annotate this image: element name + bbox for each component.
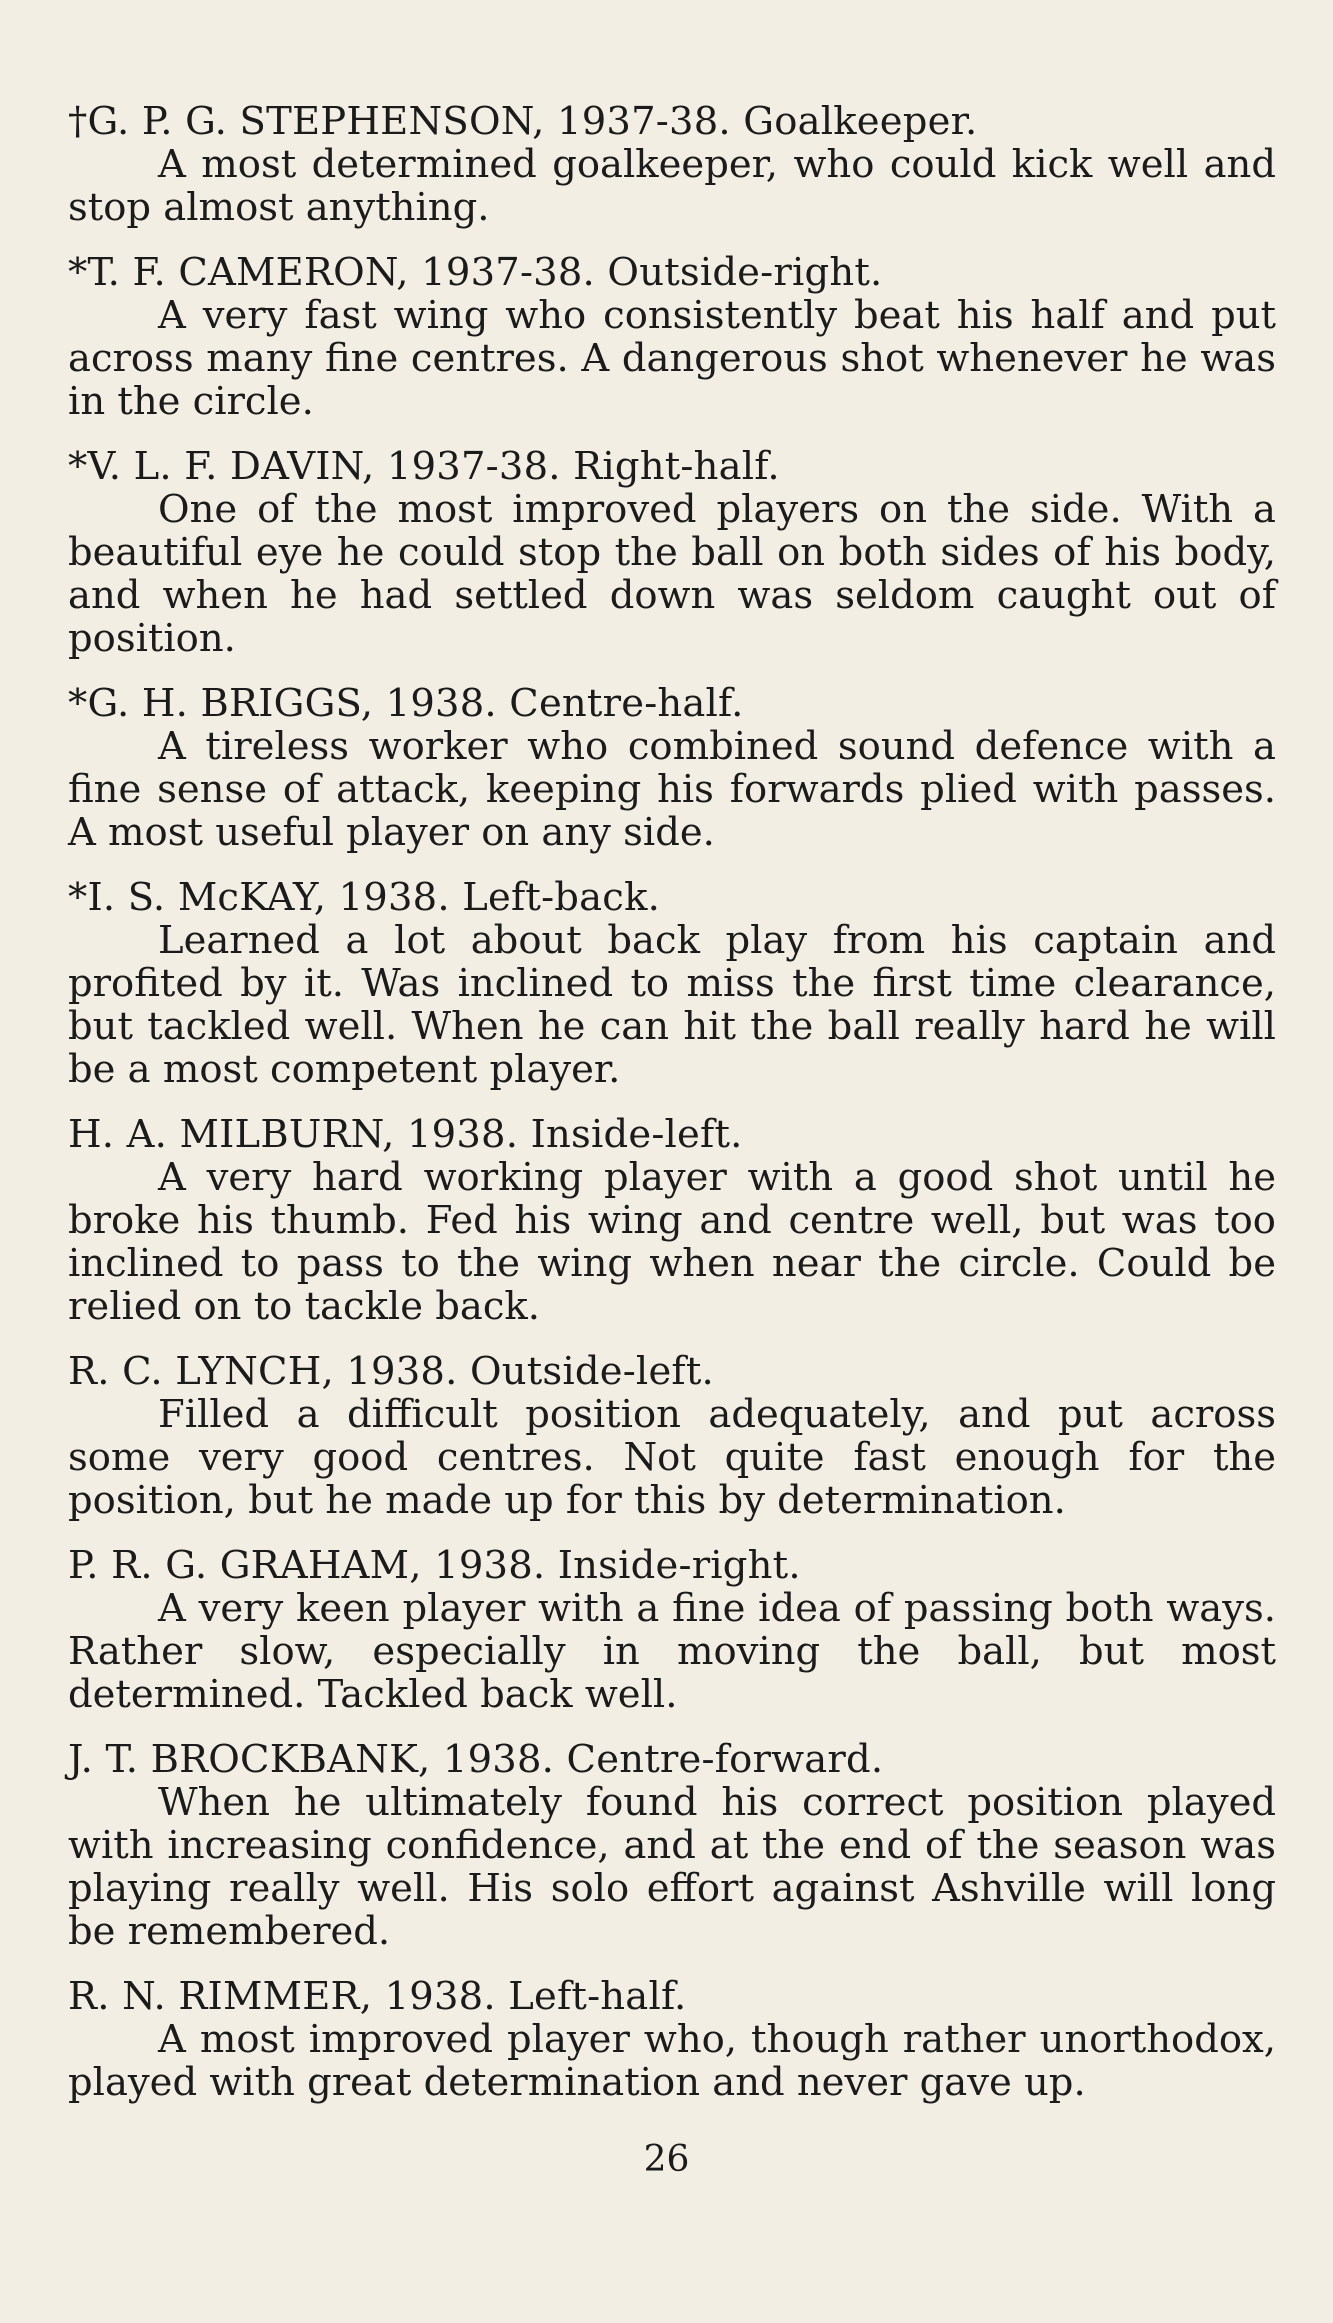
player-entry-mckay [68, 876, 1276, 1091]
player-entry-davin [68, 445, 1276, 660]
player-description: A most improved player who, though rather unorthodox, played with great determination and never gave up. [68, 2017, 1276, 2105]
player-heading: R. N. RIMMER, 1938. Left-half. [68, 1974, 687, 2019]
player-heading: *V. L. F. DAVIN, 1937-38. Right-half. [68, 444, 780, 489]
player-reviews [68, 100, 1276, 2126]
player-description: Learned a lot about back play from his captain and profited by it. Was inclined to miss the first time clearance, but tackled well. When he can hit the ball really hard he will be a most competent player. [68, 918, 1276, 1092]
player-entry-brockbank [68, 1738, 1276, 1953]
player-heading: R. C. LYNCH, 1938. Outside-left. [68, 1349, 714, 1394]
page-number: 26 [643, 2139, 690, 2180]
player-heading: *G. H. BRIGGS, 1938. Centre-half. [68, 681, 744, 726]
player-description: A very fast wing who consistently beat his half and put across many fine centres. A dangerous shot whenever he was in the circle. [68, 293, 1276, 424]
player-heading: *T. F. CAMERON, 1937-38. Outside-right. [68, 250, 883, 295]
player-entry-rimmer [68, 1975, 1276, 2104]
player-heading: *I. S. McKAY, 1938. Left-back. [68, 875, 661, 920]
player-heading: H. A. MILBURN, 1938. Inside-left. [68, 1112, 743, 1157]
player-entry-graham [68, 1544, 1276, 1716]
player-description: A very keen player with a fine idea of passing both ways. Rather slow, especially in moving the ball, but most determined. Tackled back well. [68, 1586, 1276, 1717]
player-description: A tireless worker who combined sound defence with a fine sense of attack, keeping his forwards plied with passes. A most useful player on any side. [68, 724, 1276, 855]
player-heading: J. T. BROCKBANK, 1938. Centre-forward. [68, 1737, 884, 1782]
player-entry-stephenson [68, 100, 1276, 229]
player-heading: †G. P. G. STEPHENSON, 1937-38. Goalkeeper. [68, 99, 978, 144]
player-entry-milburn [68, 1113, 1276, 1328]
player-description: A very hard working player with a good shot until he broke his thumb. Fed his wing and centre well, but was too inclined to pass to the wing when near the circle. Could be relied on to tackle back. [68, 1155, 1276, 1329]
player-entry-cameron [68, 251, 1276, 423]
player-heading: P. R. G. GRAHAM, 1938. Inside-right. [68, 1543, 801, 1588]
player-description: Filled a difficult position adequately, and put across some very good centres. Not quite fast enough for the position, but he made up for this by determination. [68, 1392, 1276, 1523]
player-description: A most determined goalkeeper, who could kick well and stop almost anything. [68, 142, 1276, 230]
player-description: When he ultimately found his correct position played with increasing confidence, and at the end of the season was playing really well. His solo effort against Ashville will long be remembered. [68, 1780, 1276, 1954]
player-entry-briggs [68, 682, 1276, 854]
player-entry-lynch [68, 1350, 1276, 1522]
player-description: One of the most improved players on the side. With a beautiful eye he could stop the ball on both sides of his body, and when he had settled down was seldom caught out of position. [68, 487, 1276, 661]
